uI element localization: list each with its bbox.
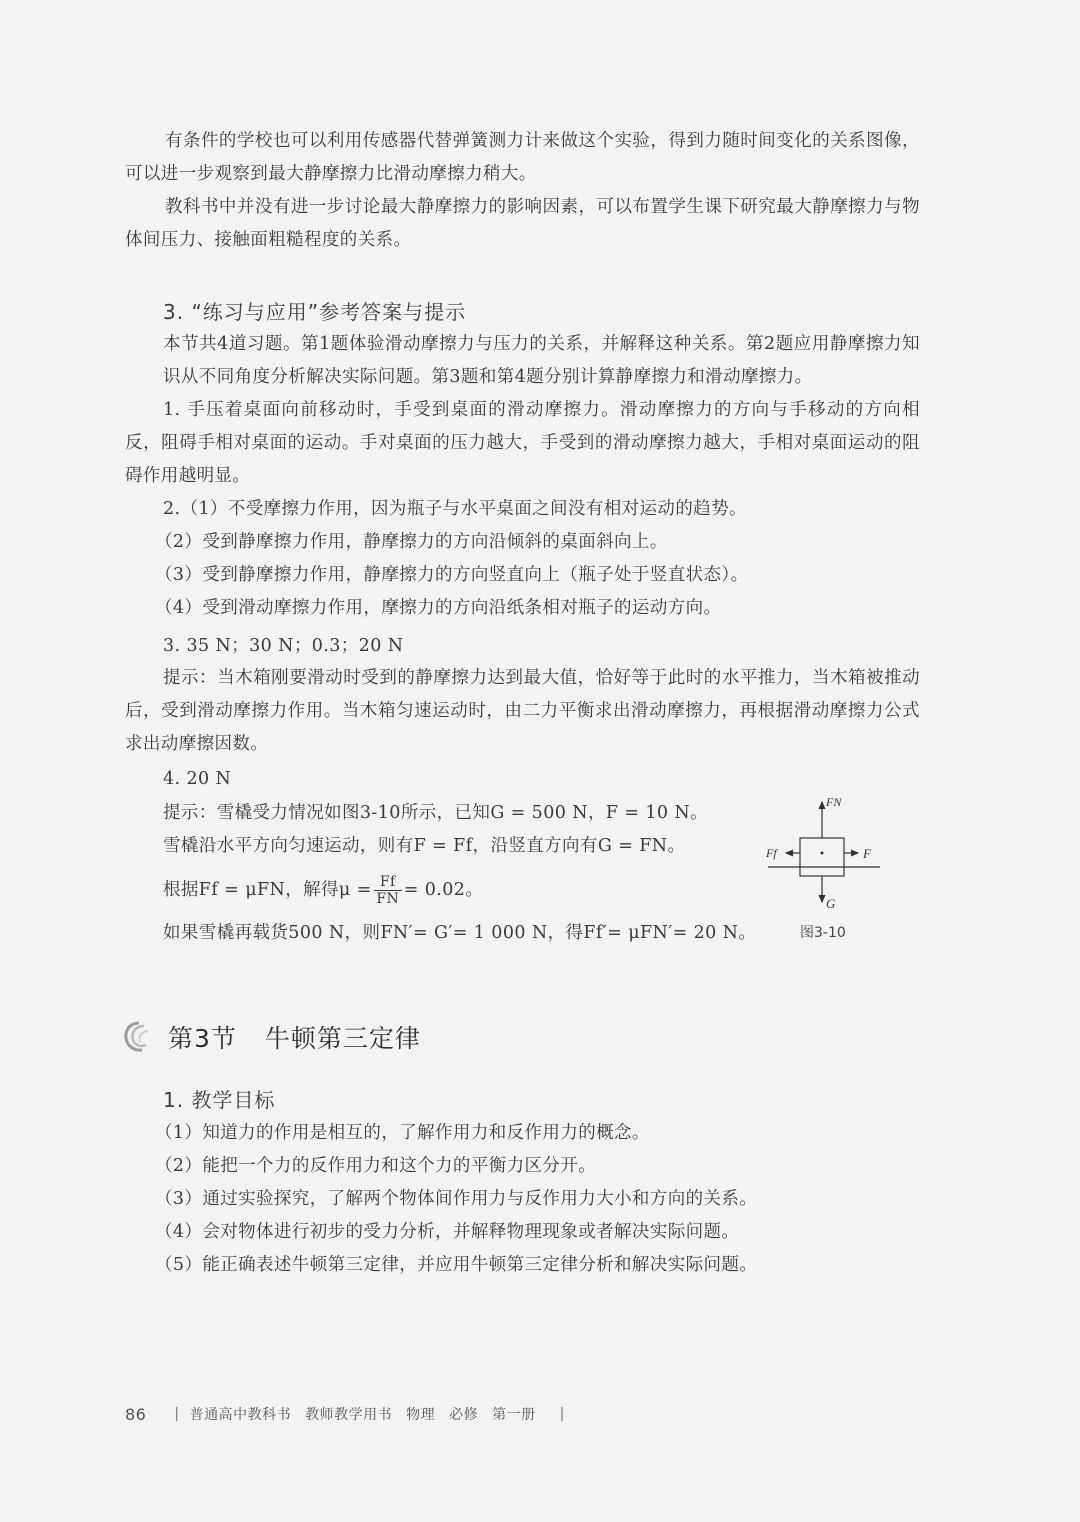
formula-prefix: 根据Ff = μFN，解得μ = [163, 880, 372, 900]
answer-4-hint-4: 如果雪橇再载货500 N，则FN′= G′= 1 000 N，得Ff′= μFN′= 20 N。 [163, 923, 757, 943]
objective-item: （5）能正确表述牛顿第三定律，并应用牛顿第三定律分析和解决实际问题。 [155, 1255, 758, 1275]
fraction-ff-over-fn [374, 874, 402, 907]
answer-1: 1. 手压着桌面向前移动时，手受到桌面的滑动摩擦力。滑动摩擦力的方向与手移动的方向相反，阻碍手相对桌面的运动。手对桌面的压力越大，手受到的滑动摩擦力越大，手相对桌面运动的阻碍作用越明显。 [125, 400, 920, 486]
label-g: G [826, 896, 836, 911]
objective-item: （1）知道力的作用是相互的，了解作用力和反作用力的概念。 [155, 1123, 650, 1143]
answer-4-hint-3 [163, 874, 483, 907]
section-name: 牛顿第三定律 [264, 1024, 421, 1053]
paragraph-sensor-experiment: 有条件的学校也可以利用传感器代替弹簧测力计来做这个实验，得到力随时间变化的关系图像，可以进一步观察到最大静摩擦力比滑动摩擦力稍大。 [125, 131, 920, 184]
answer-3: 3. 35 N；30 N；0.3；20 N [163, 636, 404, 656]
footer-crumb: 教师教学用书 [305, 1407, 393, 1423]
answer-3-hint: 提示：当木箱刚要滑动时受到的静摩擦力达到最大值，恰好等于此时的水平推力，当木箱被推动后，受到滑动摩擦力作用。当木箱匀速运动时，由二力平衡求出滑动摩擦力，再根据滑动摩擦力公式求出动摩擦因数。 [125, 668, 920, 754]
answer-2-2: （2）受到静摩擦力作用，静摩擦力的方向沿倾斜的桌面斜向上。 [155, 532, 668, 552]
answer-4: 4. 20 N [163, 769, 232, 789]
page-number: 86 [125, 1404, 147, 1424]
fraction-numerator: Ff [379, 874, 396, 890]
figure-caption: 图3-10 [800, 925, 846, 941]
answer-2-1: 2.（1）不受摩擦力作用，因为瓶子与水平桌面之间没有相对运动的趋势。 [163, 499, 747, 519]
fraction-denominator: FN [376, 891, 400, 907]
footer-crumb: 物理 [406, 1407, 436, 1423]
label-ff: Ff [766, 846, 777, 860]
answer-2-3: （3）受到静摩擦力作用，静摩擦力的方向竖直向上（瓶子处于竖直状态）。 [155, 565, 749, 585]
paragraph-exercise-intro: 本节共4道习题。第1题体验滑动摩擦力与压力的关系，并解释这种关系。第2题应用静摩擦力知识从不同角度分析解决实际问题。第3题和第4题分别计算静摩擦力和滑动摩擦力。 [163, 334, 920, 387]
section-heading-answers: 3. “练习与应用”参考答案与提示 [163, 300, 467, 324]
section-header [122, 1015, 421, 1059]
sled-box [800, 838, 844, 876]
formula-suffix: = 0.02。 [403, 880, 484, 900]
section-number: 第3节 [168, 1024, 237, 1053]
label-f: F [863, 846, 871, 861]
page-footer: 86 | 普通高中教科书 教师教学用书 物理 必修 第一册 | [125, 1404, 565, 1424]
footer-crumb: 普通高中教科书 [189, 1407, 292, 1423]
footer-crumb: 必修 [449, 1407, 479, 1423]
answer-2-4: （4）受到滑动摩擦力作用，摩擦力的方向沿纸条相对瓶子的运动方向。 [155, 598, 722, 618]
answer-4-hint-2: 雪橇沿水平方向匀速运动，则有F = Ff，沿竖直方向有G = FN。 [163, 836, 686, 856]
section-swirl-icon [122, 1020, 156, 1054]
answer-4-hint-1: 提示：雪橇受力情况如图3-10所示，已知G = 500 N，F = 10 N。 [163, 803, 709, 823]
objective-item: （4）会对物体进行初步的受力分析，并解释物理现象或者解决实际问题。 [155, 1222, 740, 1242]
objective-item: （3）通过实验探究，了解两个物体间作用力与反作用力大小和方向的关系。 [155, 1189, 758, 1209]
objectives-heading: 1. 教学目标 [163, 1088, 276, 1112]
label-fn: FN [826, 795, 842, 809]
objective-item: （2）能把一个力的反作用力和这个力的平衡力区分开。 [155, 1156, 597, 1176]
footer-crumb: 第一册 [492, 1407, 536, 1423]
paragraph-max-static-friction: 教科书中并没有进一步讨论最大静摩擦力的影响因素，可以布置学生课下研究最大静摩擦力与物体间压力、接触面粗糙程度的关系。 [125, 197, 920, 250]
